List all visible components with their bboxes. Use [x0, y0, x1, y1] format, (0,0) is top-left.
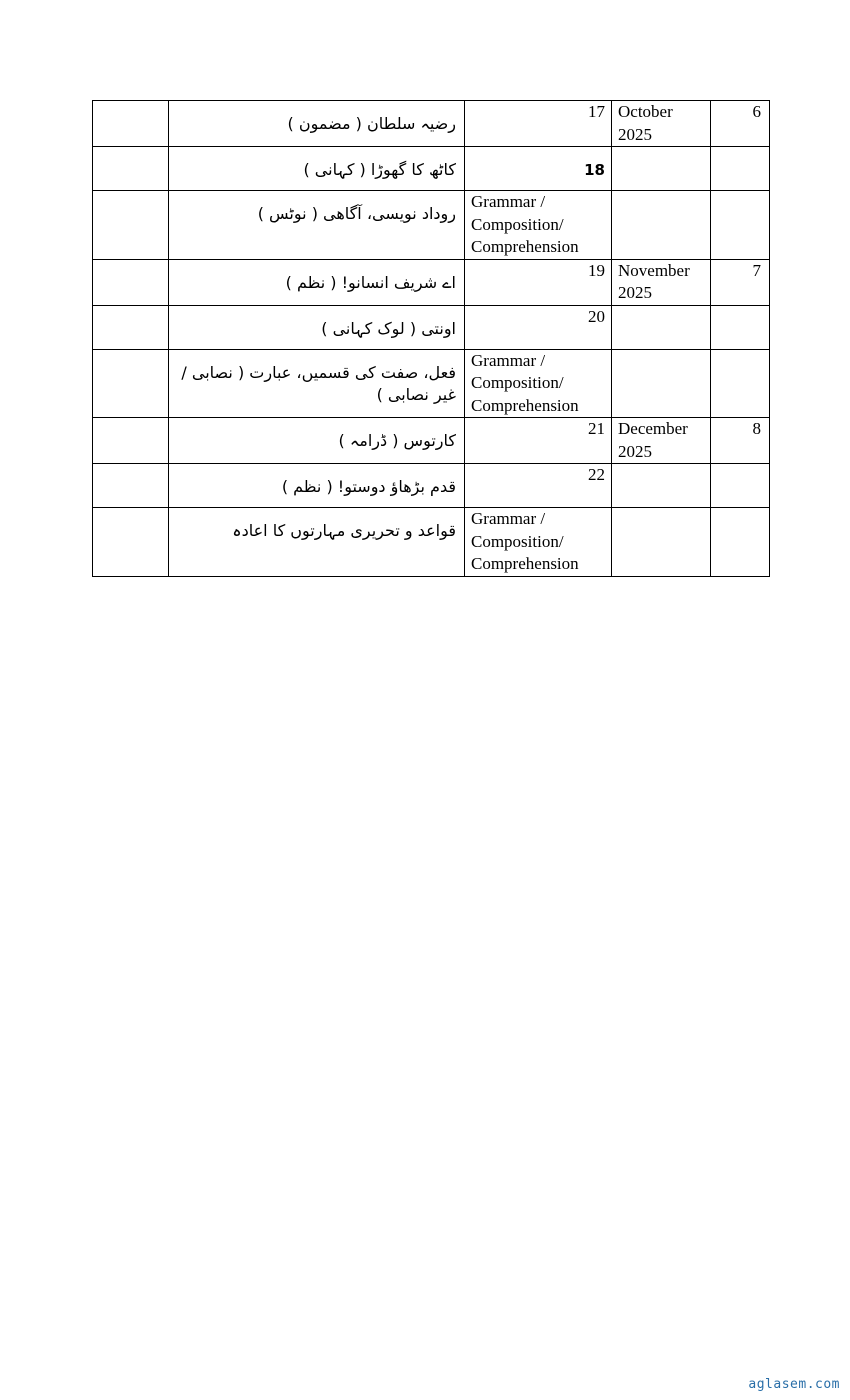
serial-number-cell [711, 147, 770, 191]
chapter-cell: 17 [465, 101, 612, 147]
serial-number-cell [711, 191, 770, 260]
table-row [93, 147, 770, 191]
topic-text: رضیہ سلطان ( مضمون ) [287, 114, 456, 133]
table-row [93, 508, 770, 577]
syllabus-table [92, 100, 770, 577]
month-cell: November 2025 [612, 259, 711, 305]
serial-number-cell [711, 349, 770, 418]
topic-cell [169, 508, 465, 577]
chapter-cell [465, 147, 612, 191]
month-cell [612, 464, 711, 508]
table-row [93, 259, 770, 305]
topic-cell [169, 101, 465, 147]
topic-text: کارتوس ( ڈرامہ ) [338, 431, 456, 450]
serial-number-cell: 7 [711, 259, 770, 305]
topic-text: کاٹھ کا گھوڑا ( کہانی ) [303, 160, 456, 179]
topic-text: قواعد و تحریری مہارتوں کا اعادہ [232, 521, 456, 540]
table-row [93, 349, 770, 418]
chapter-cell: 20 [465, 305, 612, 349]
remarks-cell [93, 101, 169, 147]
topic-cell [169, 464, 465, 508]
chapter-cell: Grammar / Composition/ Comprehension [465, 508, 612, 577]
month-cell: October 2025 [612, 101, 711, 147]
topic-text: قدم بڑھاؤ دوستو! ( نظم ) [281, 477, 456, 496]
chapter-cell: 19 [465, 259, 612, 305]
table-row [93, 418, 770, 464]
chapter-cell: 21 [465, 418, 612, 464]
month-cell [612, 147, 711, 191]
remarks-cell [93, 349, 169, 418]
month-cell [612, 349, 711, 418]
table-row [93, 305, 770, 349]
topic-cell [169, 147, 465, 191]
remarks-cell [93, 191, 169, 260]
chapter-cell: 22 [465, 464, 612, 508]
serial-number-cell [711, 305, 770, 349]
remarks-cell [93, 508, 169, 577]
topic-cell [169, 259, 465, 305]
remarks-cell [93, 259, 169, 305]
serial-number-cell: 8 [711, 418, 770, 464]
month-cell: December 2025 [612, 418, 711, 464]
remarks-cell [93, 418, 169, 464]
serial-number-cell [711, 464, 770, 508]
topic-text: اونتی ( لوک کہانی ) [321, 318, 456, 338]
month-cell [612, 508, 711, 577]
chapter-number: 18 [584, 161, 605, 179]
remarks-cell [93, 305, 169, 349]
topic-cell [169, 418, 465, 464]
serial-number-cell: 6 [711, 101, 770, 147]
topic-cell [169, 305, 465, 349]
remarks-cell [93, 464, 169, 508]
chapter-cell: Grammar / Composition/ Comprehension [465, 191, 612, 260]
topic-text: اے شریف انسانو! ( نظم ) [285, 272, 456, 292]
watermark: aglasem.com [748, 1377, 840, 1392]
month-cell [612, 305, 711, 349]
topic-cell [169, 191, 465, 260]
topic-text: روداد نویسی، آگاھی ( نوٹس ) [257, 204, 456, 223]
chapter-cell: Grammar / Composition/ Comprehension [465, 349, 612, 418]
topic-cell [169, 349, 465, 418]
table-row [93, 464, 770, 508]
table-row [93, 101, 770, 147]
remarks-cell [93, 147, 169, 191]
serial-number-cell [711, 508, 770, 577]
month-cell [612, 191, 711, 260]
table-row [93, 191, 770, 260]
topic-text: فعل، صفت کی قسمیں، عبارت ( نصابی / غیر نصابی ) [181, 362, 456, 404]
